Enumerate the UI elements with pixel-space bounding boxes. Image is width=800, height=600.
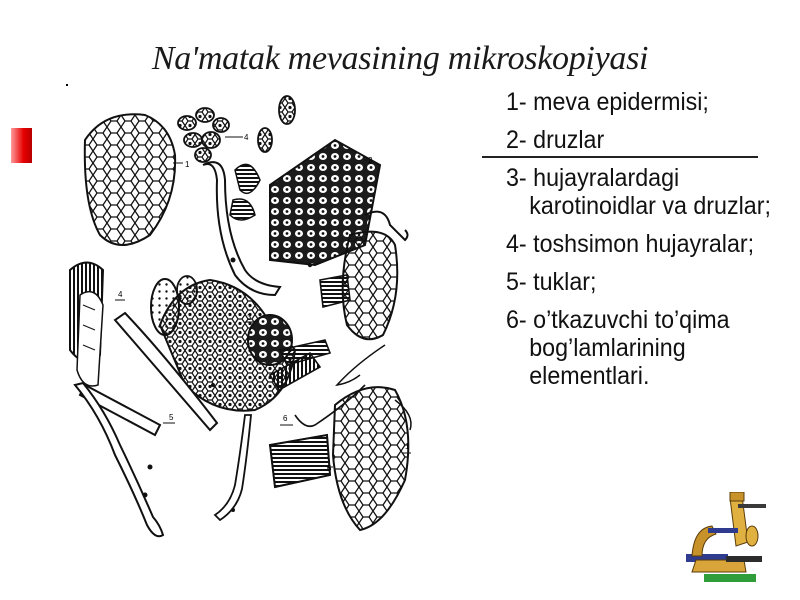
legend-item-1: 1- meva epidermisi;	[506, 88, 709, 116]
svg-text:2: 2	[368, 156, 373, 165]
svg-text:1: 1	[405, 442, 410, 451]
svg-text:5: 5	[169, 413, 174, 422]
legend-item-6: 6- o’tkazuvchi to’qima bog’lamlarining elementlari.	[506, 306, 730, 390]
svg-text:4: 4	[244, 133, 249, 142]
svg-text:3: 3	[247, 313, 252, 322]
legend-item-4: 4- toshsimon hujayralar;	[506, 230, 755, 258]
svg-text:4: 4	[118, 290, 123, 299]
legend-item-2: 2- druzlar	[506, 126, 605, 154]
legend-list	[506, 88, 776, 400]
svg-text:6: 6	[283, 414, 288, 423]
red-bullet-marker	[11, 128, 32, 163]
microscope-icon	[686, 492, 772, 584]
microscopy-drawing	[65, 85, 427, 550]
legend-item-3: 3- hujayralardagi karotinoidlar va druzlar;	[506, 164, 771, 220]
svg-text:1: 1	[185, 160, 190, 169]
slide-title: Na'matak mevasining mikroskopiyasi	[151, 40, 649, 77]
legend-item-5: 5- tuklar;	[506, 268, 597, 296]
svg-text:6: 6	[327, 464, 332, 473]
